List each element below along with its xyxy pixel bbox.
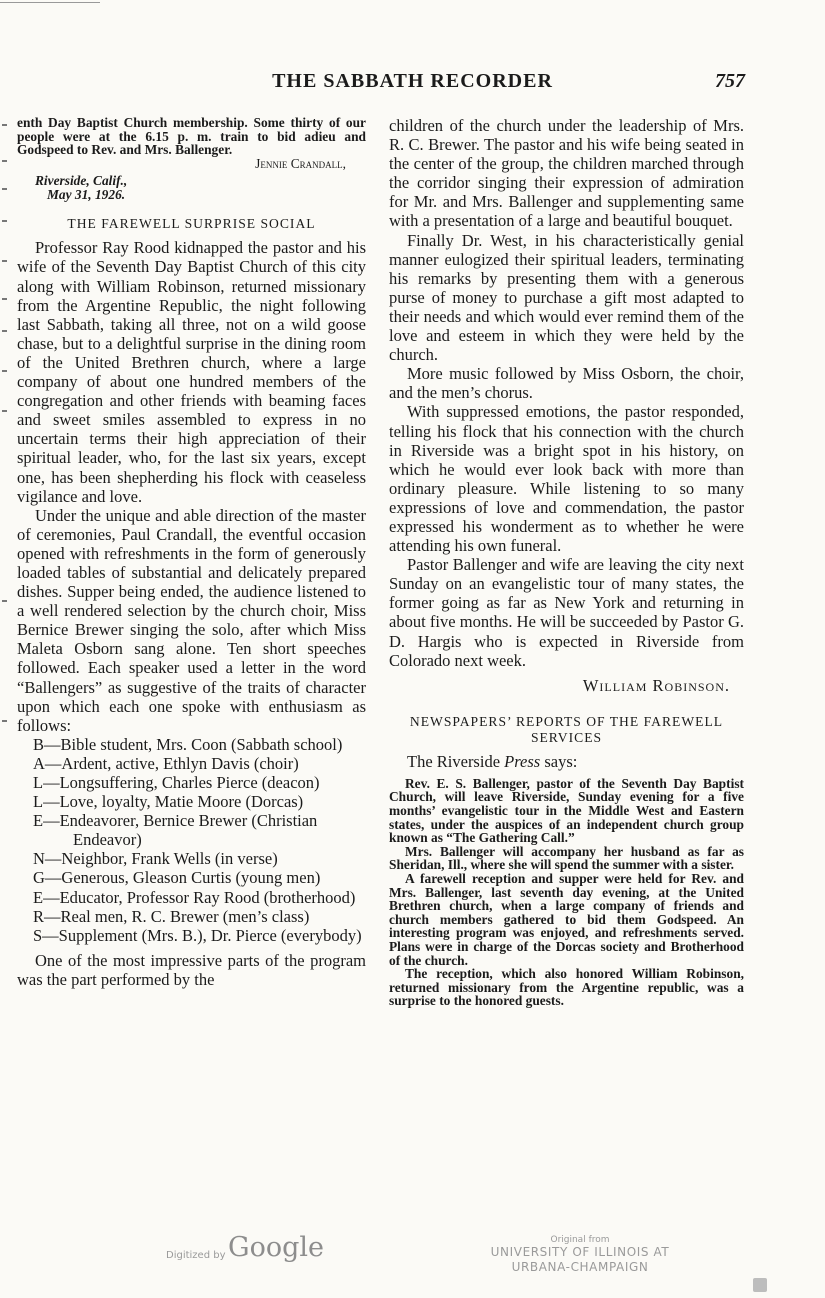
paragraph: Professor Ray Rood kidnapped the pastor and his wife of the Seventh Day Baptist Church of this city along with William Robinson, returned missionary from the Argentine Republic, the night following last Sabbath, taking all three, not on a wild goose chase, but to a delightful surprise in the dining room of the United Brethren church, where a large company of about one hundred members of the congregation and other friends with beaming faces and sweet smiles assembled to express in no uncertain terms their high appreciation of their spiritual leader, who, for the last six years, except one, has been shepherding his flock with ceaseless vigilance and love.: [17, 238, 366, 506]
page-header: [0, 70, 825, 98]
source-attribution: [480, 1235, 680, 1275]
journal-title: THE SABBATH RECORDER: [272, 70, 553, 92]
section-heading-surprise-social: THE FAREWELL SURPRISE SOCIAL: [67, 216, 316, 232]
list-item: N—Neighbor, Frank Wells (in verse): [33, 849, 278, 869]
list-item: B—Bible student, Mrs. Coon (Sabbath school): [33, 734, 343, 754]
list-item: L—Longsuffering, Charles Pierce (deacon): [33, 773, 320, 792]
digitized-by-label: Digitized by: [166, 1250, 226, 1261]
paragraph: One of the most impressive parts of the program was the part performed by the: [17, 950, 366, 989]
list-item: E—Educator, Professor Ray Rood (brotherhood): [33, 887, 356, 907]
list-item: S—Supplement (Mrs. B.), Dr. Pierce (everybody): [33, 925, 362, 945]
corner-mark: [753, 1278, 767, 1292]
list-item: G—Generous, Gleason Curtis (young men): [33, 868, 321, 888]
paragraph: Finally Dr. West, in his characteristically genial manner eulogized their spiritual leaders, terminating his remarks by presenting them with a generous purse of money to purchase a gift most adapted to their needs and which would ever remind them of the love and esteem in which they were held by the church.: [389, 230, 744, 365]
press-intro-prefix: The Riverside: [407, 751, 505, 771]
original-from-label: Original from: [550, 1235, 610, 1245]
quoted-paragraph: Mrs. Ballenger will accompany her husband as far as Sheridan, Ill., where she will spend the summer with a sister.: [389, 843, 744, 873]
scan-edge-line: [0, 2, 100, 3]
quoted-paragraph: The reception, which also honored William Robinson, returned missionary from the Argentine republic, was a surprise to the honored guests.: [389, 966, 744, 1009]
list-item: A—Ardent, active, Ethlyn Davis (choir): [33, 753, 299, 773]
list-item: R—Real men, R. C. Brewer (men’s class): [33, 906, 310, 926]
institution-line-2: URBANA-CHAMPAIGN: [511, 1260, 649, 1274]
section-heading-newspaper-reports: NEWSPAPERS’ REPORTS OF THE FAREWELL: [409, 713, 724, 729]
list-item: L—Love, loyalty, Matie Moore (Dorcas): [33, 792, 304, 812]
google-logo: Google: [228, 1232, 324, 1263]
right-column: [389, 116, 744, 1008]
letter-place: Riverside, Calif.,: [35, 173, 128, 189]
paragraph: With suppressed emotions, the pastor responded, telling his flock that his connection with the church in Riverside was a bright spot in his history, on which he would ever look back with more than ordinary pleasure. While listening to so many expressions of love and commendation, the pastor expressed his wonderment as to whether he were attending his own funeral.: [389, 402, 744, 556]
list-item: E—Endeavorer, Bernice Brewer (Christian Endeavor): [33, 811, 318, 850]
letter-signature: Jennie Crandall,: [255, 155, 346, 171]
press-name: Press: [504, 751, 541, 771]
page-number: 757: [715, 70, 745, 92]
article-signature: William Robinson.: [582, 675, 730, 695]
press-intro: [389, 752, 744, 771]
press-intro-suffix: says:: [540, 751, 578, 771]
institution-line-1: UNIVERSITY OF ILLINOIS AT: [490, 1245, 670, 1259]
binding-edge-marks: [0, 120, 12, 840]
quoted-paragraph: Rev. E. S. Ballenger, pastor of the Seventh Day Baptist Church, will leave Riverside, Sunday evening for a five months’ evangelistic tour in the Middle West and Eastern states, under the auspices of an independent church group known as “The Gathering Call.”: [389, 775, 744, 846]
section-heading-newspaper-reports-line2: SERVICES: [530, 729, 603, 745]
paragraph: Pastor Ballenger and wife are leaving the city next Sunday on an evangelistic tour of many states, the former going as far as New York and returning in about five months. He will be succeeded by Pastor G. D. Hargis who is expected in Riverside from Colorado next week.: [389, 555, 744, 670]
letter-ending: enth Day Baptist Church membership. Some thirty of our people were at the 6.15 p. m. train to bid adieu and Godspeed to Rev. and Mrs. Ballenger.: [17, 115, 366, 158]
paragraph: Under the unique and able direction of the master of ceremonies, Paul Crandall, the eventful occasion opened with refreshments in the form of generously loaded tables of substantial and delicately prepared dishes. Supper being ended, the audience listened to a well rendered selection by the church choir, Miss Bernice Brewer singing the solo, after which Miss Maleta Osborn sang alone. Ten short speeches followed. Each speaker used a letter in the word “Ballengers” as suggestive of the traits of character upon which each one spoke with enthusiasm as follows:: [17, 505, 366, 735]
quoted-paragraph: A farewell reception and supper were held for Rev. and Mrs. Ballenger, last seventh day evening, at the United Brethren church, when a large company of friends and church members gathered to bid them Godspeed. An interesting program was enjoyed, and refreshments served. Plans were in charge of the Dorcas society and Brotherhood of the church.: [389, 870, 744, 968]
paragraph: children of the church under the leadership of Mrs. R. C. Brewer. The pastor and his wife being seated in the center of the group, the children marched through the corridor singing their expression of admiration for Mr. and Mrs. Ballenger and supplementing same with a presentation of a large and beautiful bouquet.: [389, 116, 744, 231]
paragraph: More music followed by Miss Osborn, the choir, and the men’s chorus.: [389, 364, 744, 403]
letter-date: May 31, 1926.: [47, 187, 126, 203]
scan-footer: [0, 1230, 825, 1290]
ballengers-acrostic-list: [17, 735, 366, 945]
left-column: [17, 116, 366, 989]
